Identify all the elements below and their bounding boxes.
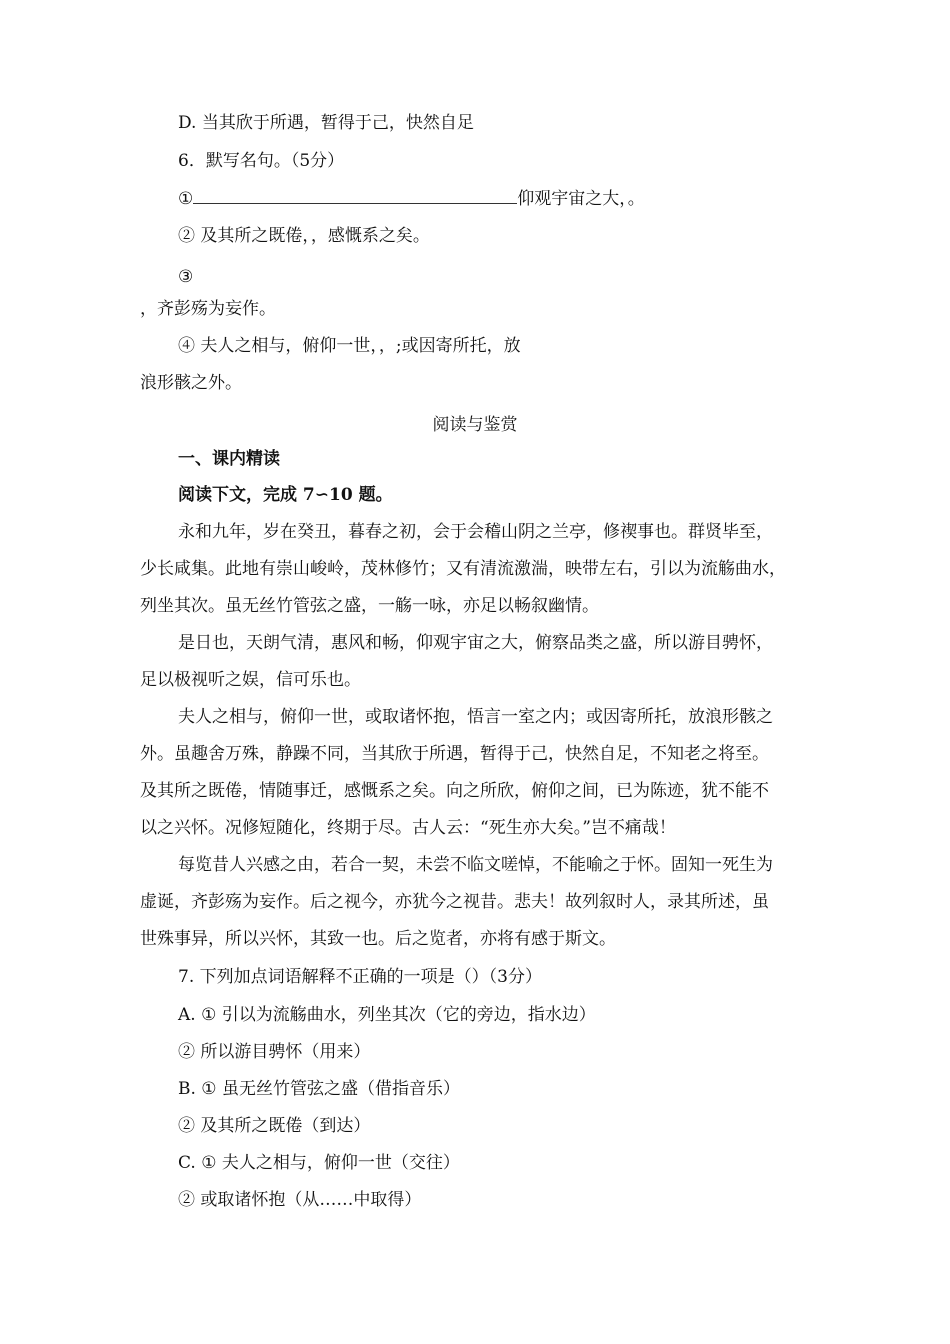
passage-line: 少长咸集。此地有崇山峻岭，茂林修竹；又有清流激湍，映带左右，引以为流觞曲水， <box>140 559 786 579</box>
option-c-item-1: C. ① 夫人之相与，俯仰一世（交往） <box>178 1153 460 1173</box>
question-6-heading: 6．默写名句。（5分） <box>178 151 345 171</box>
fill-blank-3-text: ，齐彭殇为妄作。 <box>140 299 276 319</box>
passage-line: 永和九年，岁在癸丑，暮春之初，会于会稽山阴之兰亭，修禊事也。群贤毕至， <box>178 522 773 542</box>
passage-line: 足以极视听之娱，信可乐也。 <box>140 670 361 690</box>
option-a-item-1: A. ① 引以为流觞曲水，列坐其次（它的旁边，指水边） <box>178 1005 596 1025</box>
passage-line: 以之兴怀。况修短随化，终期于尽。古人云：“死生亦大矣。”岂不痛哉！ <box>140 818 676 838</box>
passage-line: 虚诞，齐彭殇为妄作。后之视今，亦犹今之视昔。悲夫！故列叙时人，录其所述，虽 <box>140 892 769 912</box>
option-b-item-1: B. ① 虽无丝竹管弦之盛（借指音乐） <box>178 1079 460 1099</box>
passage-line: 是日也，天朗气清，惠风和畅，仰观宇宙之大，俯察品类之盛，所以游目骋怀， <box>178 633 773 653</box>
subsection-heading: 一、课内精读 <box>178 449 280 469</box>
passage-line: 外。虽趣舍万殊，静躁不同，当其欣于所遇，暂得于己，快然自足，不知老之将至。 <box>140 744 769 764</box>
circled-number-1: ① <box>178 189 194 209</box>
section-title: 阅读与鉴赏 <box>432 415 518 435</box>
fill-blank-2: ② 及其所之既倦，，感慨系之矣。 <box>178 226 430 246</box>
fill-blank-3-number: ③ <box>178 267 194 287</box>
passage-line: 及其所之既倦，情随事迁，感慨系之矣。向之所欣，俯仰之间，已为陈迹，犹不能不 <box>140 781 769 801</box>
fill-blank-1-text: 仰观宇宙之大，。 <box>517 189 645 209</box>
fill-blank-4-continued: 浪形骸之外。 <box>140 373 242 393</box>
reading-instruction: 阅读下文，完成 7∽10 题。 <box>178 485 393 505</box>
fill-blank-4: ④ 夫人之相与，俯仰一世，，;或因寄所托，放 <box>178 336 521 356</box>
answer-blank-line <box>193 187 517 204</box>
fill-blank-1 <box>178 187 878 210</box>
passage-line: 世殊事异，所以兴怀，其致一也。后之览者，亦将有感于斯文。 <box>140 929 616 949</box>
option-b-item-2: ② 及其所之既倦（到达） <box>178 1116 371 1136</box>
passage-line: 每览昔人兴感之由，若合一契，未尝不临文嗟悼，不能喻之于怀。固知一死生为 <box>178 855 773 875</box>
passage-line: 列坐其次。虽无丝竹管弦之盛，一觞一咏，亦足以畅叙幽情。 <box>140 596 599 616</box>
passage-line: 夫人之相与，俯仰一世，或取诸怀抱，悟言一室之内；或因寄所托，放浪形骸之 <box>178 707 773 727</box>
option-a-item-2: ② 所以游目骋怀（用来） <box>178 1042 371 1062</box>
option-c-item-2: ② 或取诸怀抱（从……中取得） <box>178 1190 422 1210</box>
question-7-stem: 7. 下列加点词语解释不正确的一项是（）（3分） <box>178 967 542 987</box>
option-d-line: D. 当其欣于所遇，暂得于己，快然自足 <box>178 113 474 133</box>
